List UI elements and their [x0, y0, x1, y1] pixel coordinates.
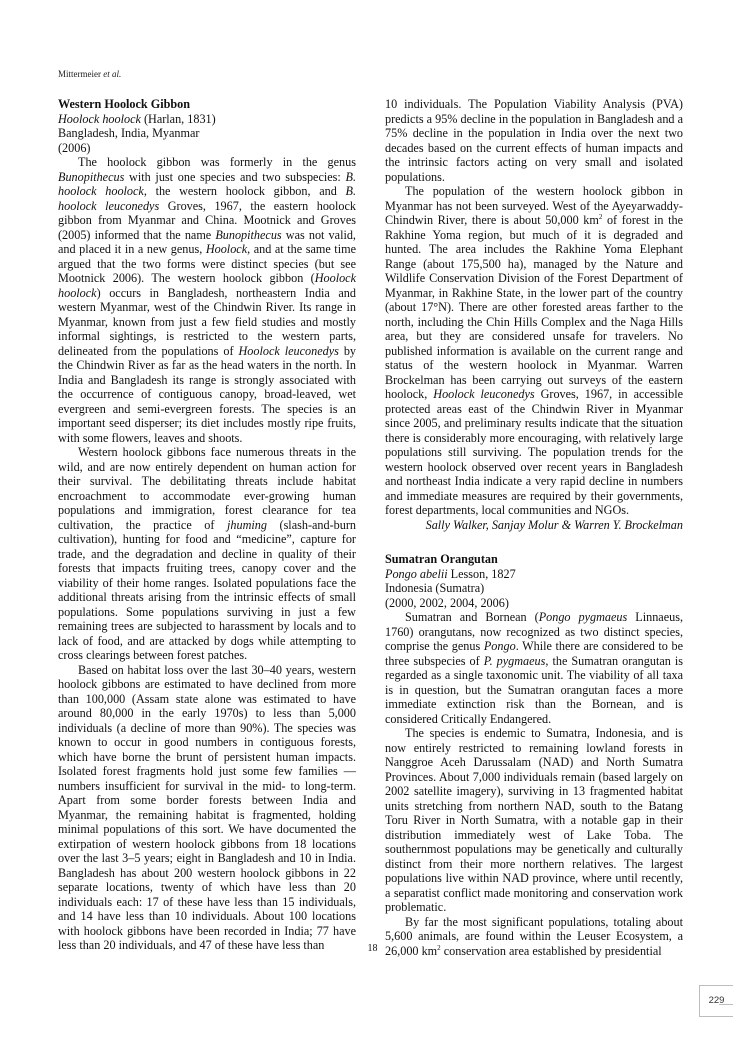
authority: (Harlan, 1831) — [140, 111, 216, 126]
italic-run: Hoolock leuconedys — [433, 387, 535, 401]
italic-run: B. hoolock hoolock — [58, 169, 356, 198]
paragraph — [58, 445, 356, 663]
species-range: Bangladesh, India, Myanmar — [58, 126, 200, 140]
text-run: . While there are considered to be three subspecies of — [385, 639, 683, 668]
species-heading: Sumatran Orangutan — [385, 552, 498, 566]
italic-run: Hoolock leuconedys — [238, 343, 339, 358]
running-head — [58, 69, 121, 79]
text-run: (slash-and-burn cultivation), hunting for food and “medicine”, capture for trade, and the degradation and decline in quality of their forests that impacts fruiting trees, canopy cover and the viability of their home ranges. Isolated populations face the additional threats arising from the intrinsic effects of small populations. Some populations surviving in just a few remaining trees are subjected to harassment by locals and to lack of food, and are attacked by dogs while attempting to cross clearings between forest patches. — [58, 517, 356, 662]
paragraph — [385, 610, 683, 726]
text-run: conservation area established by presidential — [440, 943, 662, 958]
running-head-author: Mittermeier — [58, 69, 101, 79]
paragraph: Based on habitat loss over the last 30–40 years, western hoolock gibbons are estimated to have declined from more than 100,000 (Assam state alone was estimated to have around 80,000 in the early 1970s) to less than 5,000 individuals (a decline of more than 90%). The species was known to occur in good numbers in contiguous forests, which have borne the brunt of persistent human impacts. Isolated forest fragments hold just some few families — numbers insufficient for survival in the mid- to long-term. Apart from some border forests between India and Myanmar, the remaining habitat is fragmented, holding minimal populations of this sort. We have documented the extirpation of western hoolock gibbons from 18 locations over the last 3–5 years; eight in Bangladesh and 10 in India. Bangladesh has about 200 western hoolock gibbons in 22 separate locations, twenty of which have less than 20 individuals each: 17 of these have less than 15 individuals, and 14 have less than 10 individuals. About 100 locations with hoolock gibbons have been recorded in India; 77 have less than 20 individuals, and 47 of these have less than — [58, 662, 356, 952]
paragraph — [58, 155, 356, 445]
superscript: 2 — [437, 943, 441, 952]
text-run: By far the most significant populations, totaling about 5,600 animals, are found within the Leuser Ecosystem, a 26,000 km — [385, 914, 683, 958]
text-run: ) occurs in Bangladesh, northeastern India and western Myanmar, west of the Chindwin River. Its range in Myanmar, known from just a few field studies and mostly informal sightings, is restricted to the western parts, delineated from the populations of — [58, 285, 356, 358]
text-run: The hoolock gibbon was formerly in the genus — [78, 155, 356, 169]
text-run: with just one species and two subspecies: — [124, 169, 346, 184]
species-scientific-name — [385, 567, 683, 582]
scientific-name: Pongo abelii — [385, 566, 448, 581]
section-spacer — [385, 532, 683, 546]
authority: Lesson, 1827 — [447, 566, 516, 581]
text-run: Linnaeus, 1760) orangutans, now recognized as two distinct species, comprise the genus — [385, 610, 683, 653]
paragraph — [385, 184, 683, 518]
text-run: The population of the western hoolock gibbon in Myanmar has not been surveyed. West of the Ayeyarwaddy-Chindwin River, there is about 50,000 km — [385, 184, 683, 227]
page-stamp: 229 — [699, 985, 733, 1017]
right-column — [385, 97, 683, 958]
author-credits: Sally Walker, Sanjay Molur & Warren Y. Brockelman — [425, 517, 683, 532]
italic-run: P. pygmaeus — [483, 653, 546, 668]
page-number: 18 — [367, 943, 378, 954]
italic-run: Pongo pygmaeus — [538, 610, 628, 624]
paragraph: The species is endemic to Sumatra, Indonesia, and is now entirely restricted to remaining lowland forests in Nanggroe Aceh Darussalam (NAD) and North Sumatra Provinces. About 7,000 individuals remain (based largely on 2002 satellite imagery), surviving in 13 fragmented habitat units stretching from northern NAD, south to the Batang Toru River in North Sumatra, with a notable gap in their distribution immediately west of Lake Toba. The southernmost populations may be genetically and culturally distinct from their more northern relatives. The largest populations live within NAD province, where until recently, a separatist conflict made monitoring and conservation work problematic. — [385, 726, 683, 914]
species-years: (2006) — [58, 140, 91, 155]
scientific-name: Hoolock hoolock — [58, 111, 141, 126]
text-run: Western hoolock gibbons face numerous threats in the wild, and are now entirely dependent on human action for their survival. The debilitating threats include habitat encroachment to accommodate ever-growing human populations and immigration, forest clearance for tea cultivation, the practice of — [58, 445, 356, 532]
italic-run: Pongo — [483, 639, 516, 653]
italic-run: B. hoolock leuconedys — [58, 184, 356, 213]
left-column — [58, 97, 356, 953]
superscript: 2 — [598, 212, 603, 221]
italic-run: Hoolock — [205, 242, 248, 256]
paragraph-continued: 10 individuals. The Population Viability Analysis (PVA) predicts a 95% decline in the population in Bangladesh and a 75% decline in the population in India over the next two decades based on the current effects of human impacts and the intrinsic factors acting on very small and isolated populations. — [385, 97, 683, 184]
text-run: of forest in the Rakhine Yoma region, but much of it is degraded and hunted. The area includes the Rakhine Yoma Elephant Range (about 175,500 ha), managed by the Nature and Wildlife Conservation Division of the Forest Department of Myanmar, in Rakhine State, in the lower part of the country (about 17°N). There are other forested areas farther to the north, including the Chin Hills Complex and the Naga Hills area, but they are considered unsafe for travelers. No published information is available on the current range and status of the western hoolock in Myanmar. Warren Brockelman has been carrying out surveys of the eastern hoolock, — [385, 213, 683, 401]
species-scientific-name — [58, 112, 356, 127]
text-run: by the Chindwin River as far as the head waters in the north. In India and Bangladesh its range is strongly associated with the occurrence of contiguous canopy, broad-leaved, wet evergreen and semi-evergreen forests. The species is an important seed disperser; its diet includes mostly ripe fruits, with some flowers, leaves and shoots. — [58, 343, 357, 445]
text-run: , the Sumatran orangutan is regarded as a single taxonomic unit. The viability of all taxa is in question, but the Sumatran orangutan faces a more immediate extinction risk than the Bornean, and is considered Critically Endangered. — [385, 653, 683, 726]
running-head-suffix: et al. — [103, 69, 122, 79]
text-run: Groves, 1967, the eastern hoolock gibbon from Myanmar and China. Mootnick and Groves (2005) informed that the name — [58, 198, 356, 242]
italic-run: Bunopithecus — [215, 227, 282, 242]
text-run: was not valid, and placed it in a new genus, — [58, 227, 356, 256]
text-run: , the western hoolock gibbon, and — [143, 184, 346, 198]
italic-run: Bunopithecus — [58, 169, 125, 184]
italic-run: jhuming — [227, 517, 267, 532]
text-run: Groves, 1967, in accessible protected areas east of the Chindwin River in Myanmar since 2005, and preliminary results indicate that the situation there is considerably more encouraging, with relatively large populations still surviving. The population trends for the western hoolock observed over recent years in Bangladesh and northeast India indicate a very rapid decline in numbers and immediate measures are required by their governments, forest departments, local communities and NGOs. — [385, 387, 683, 517]
species-range: Indonesia (Sumatra) — [385, 581, 485, 595]
species-years: (2000, 2002, 2004, 2006) — [385, 595, 509, 610]
text-run: Sumatran and Bornean ( — [405, 610, 539, 624]
species-heading: Western Hoolock Gibbon — [58, 97, 191, 111]
text-run: , and at the same time argued that the two forms were distinct species (but see Mootnick 2006). The western hoolock gibbon ( — [58, 242, 356, 285]
italic-run: Hoolock hoolock — [58, 271, 356, 300]
